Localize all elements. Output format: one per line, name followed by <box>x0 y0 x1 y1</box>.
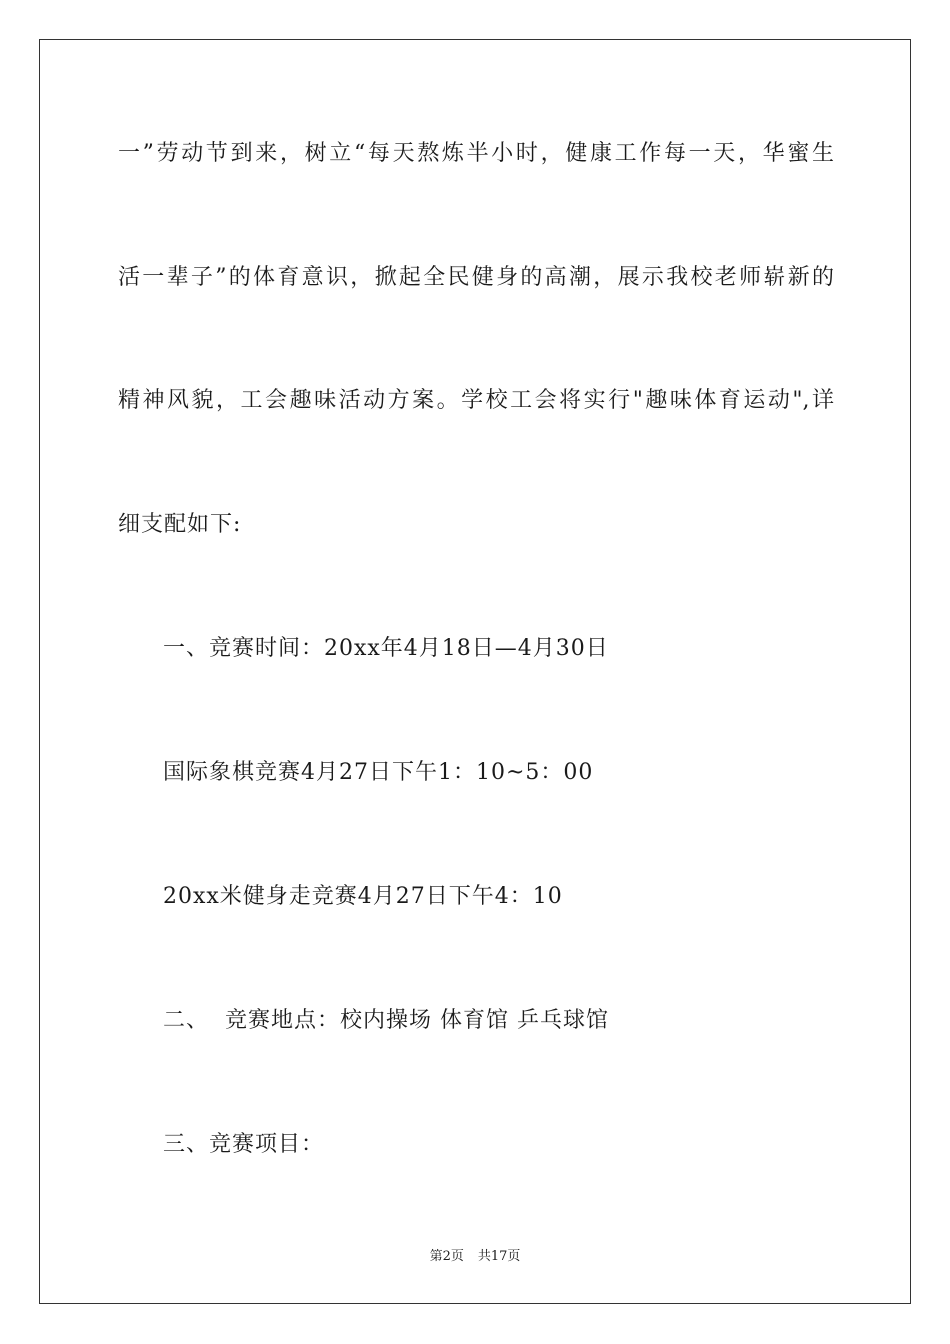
page-number: 第2页 <box>429 1249 464 1264</box>
section-events-heading: 三、竞赛项目： <box>163 1132 325 1157</box>
page-footer <box>0 1248 950 1266</box>
paragraph-line-1: 一”劳动节到来，树立“每天熬炼半小时，健康工作每一天，华蜜生 <box>118 141 834 166</box>
walk-schedule-line: 20xx米健身走竞赛4月27日下午4：10 <box>163 884 563 909</box>
section-time-heading: 一、竞赛时间：20xx年4月18日—4月30日 <box>163 636 609 661</box>
page-total: 共17页 <box>477 1249 521 1264</box>
page-border <box>39 39 911 1304</box>
chess-schedule-line: 国际象棋竞赛4月27日下午1：10~5：00 <box>163 760 594 785</box>
paragraph-line-3: 精神风貌，工会趣味活动方案。学校工会将实行"趣味体育运动",详 <box>118 388 834 413</box>
section-location-heading: 二、 竞赛地点：校内操场 体育馆 乒乓球馆 <box>163 1008 609 1033</box>
paragraph-line-2: 活一辈子”的体育意识，掀起全民健身的高潮，展示我校老师崭新的 <box>118 265 834 290</box>
paragraph-line-4: 细支配如下: <box>118 512 242 537</box>
